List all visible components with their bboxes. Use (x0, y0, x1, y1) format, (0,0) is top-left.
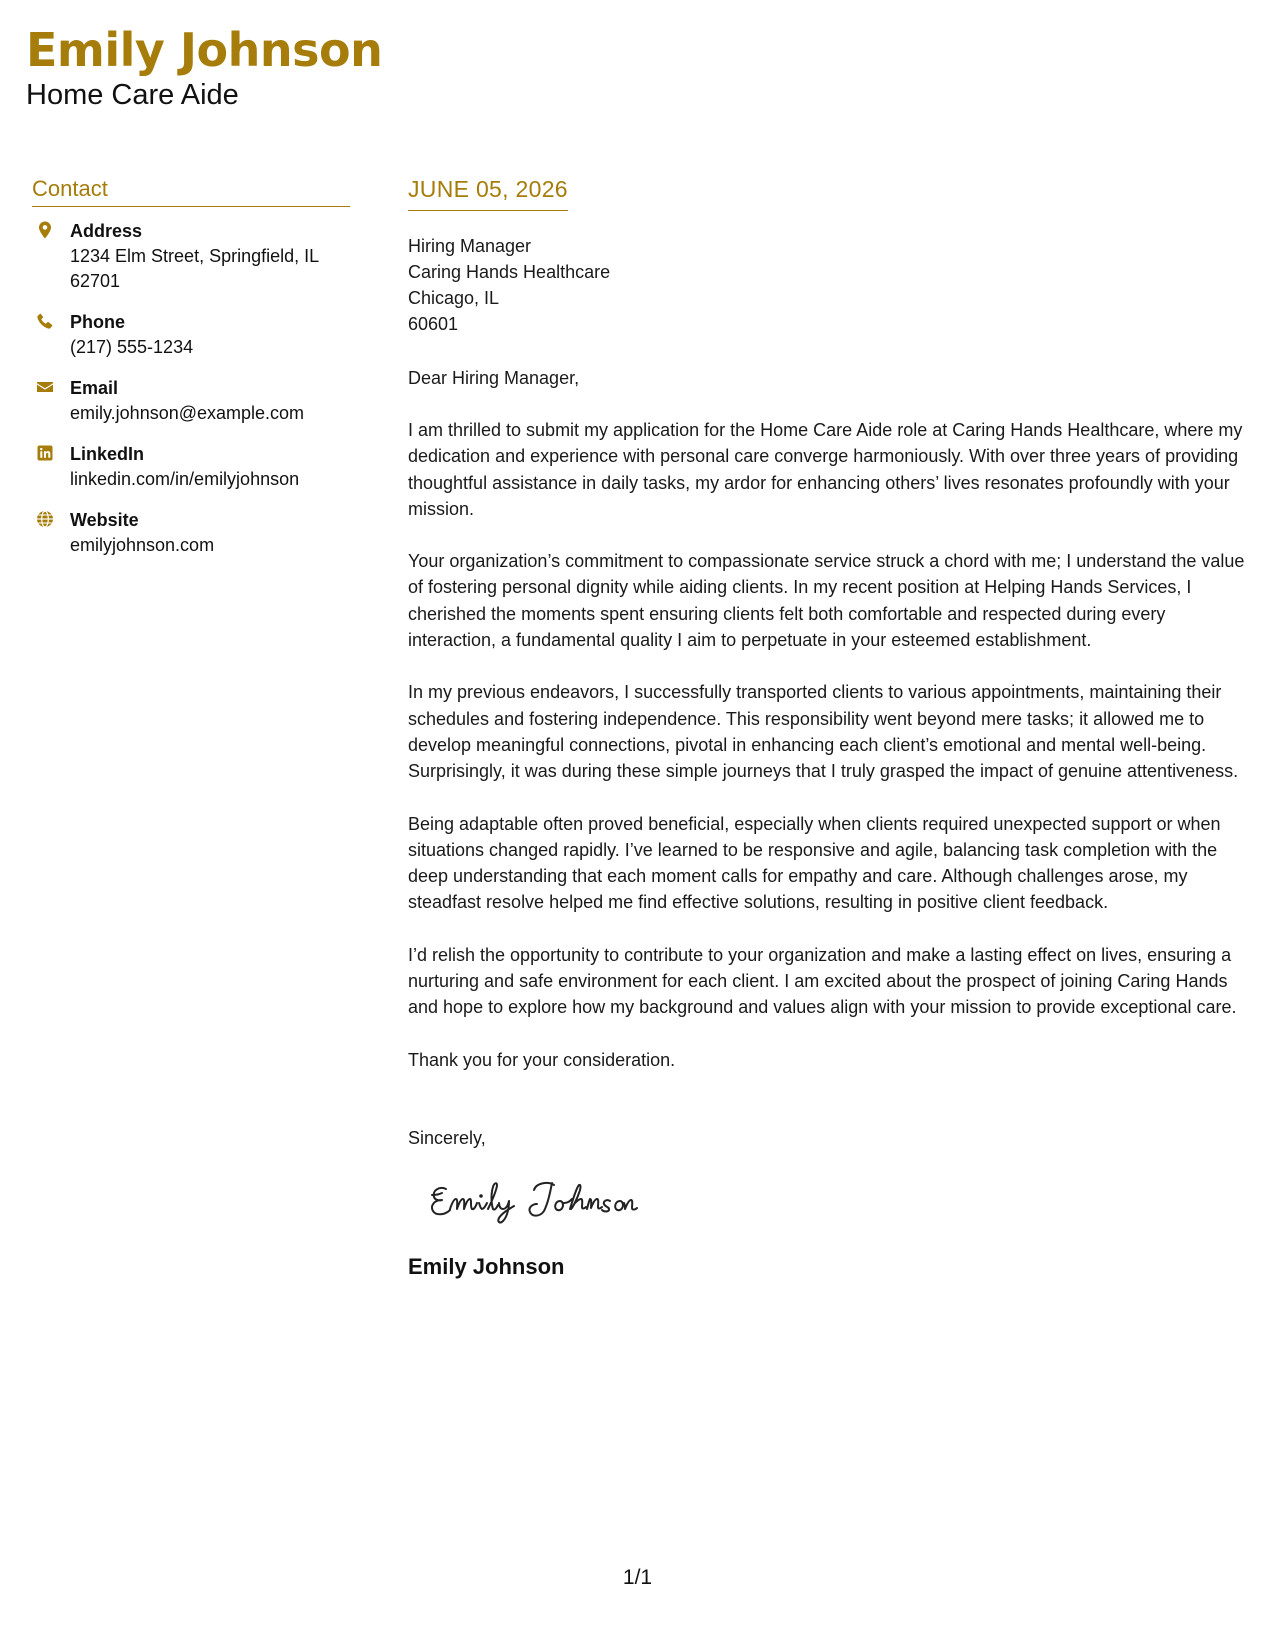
handwritten-signature (424, 1171, 664, 1231)
contact-label: Phone (70, 312, 126, 332)
contact-label: Email (70, 378, 119, 398)
paragraph: In my previous endeavors, I successfully transported clients to various appointments, maintaining their schedules and fostering independence. This responsibility went beyond mere tasks; it allowed me to develop meaningful connections, pivotal in enhancing each client’s emotional and mental well-being. Surprisingly, it was during these simple journeys that I truly grasped the impact of genuine attentiveness. (408, 682, 1239, 782)
paragraph: Your organization’s commitment to compassionate service struck a chord with me; I understand the value of fostering personal dignity while aiding clients. In my recent position at Helping Hands Services, I cherished the moments spent ensuring clients felt both comfortable and respected during every interaction, a fundamental quality I aim to perpetuate in your esteemed establishment. (408, 551, 1245, 651)
contact-heading: Contact (32, 176, 350, 207)
map-pin-icon (35, 220, 57, 242)
contact-label: Website (70, 510, 139, 530)
letter-date: JUNE 05, 2026 (408, 176, 568, 211)
recipient-block (408, 233, 1248, 337)
email-value[interactable]: emily.johnson@example.com (70, 403, 305, 423)
closing: Sincerely, (408, 1127, 486, 1148)
applicant-name: Emily Johnson (26, 23, 383, 77)
paragraph: I’d relish the opportunity to contribute to your organization and make a lasting effect on lives, ensuring a nurturing and safe environment for each client. I am excited about the prospect of joining Caring Hands and hope to explore how my background and values align with your mission to provide exceptional care. (408, 944, 1237, 1018)
phone-icon (35, 311, 57, 333)
letter-header (26, 22, 382, 112)
contact-label: Address (70, 221, 143, 241)
recipient-line: Caring Hands Healthcare (408, 262, 611, 282)
contact-website (32, 508, 350, 558)
letter-body (408, 176, 1248, 1281)
globe-icon (35, 509, 57, 531)
signer-name: Emily Johnson (408, 1253, 565, 1279)
applicant-title: Home Care Aide (26, 79, 239, 111)
recipient-line: Chicago, IL (408, 288, 500, 308)
paragraph: I am thrilled to submit my application for the Home Care Aide role at Caring Hands Healthcare, where my dedication and experience with personal care converge harmoniously. With over three years of providing thoughtful assistance in daily tasks, my ardor for enhancing others’ lives resonates profoundly with your mission. (408, 420, 1243, 519)
paragraph: Being adaptable often proved beneficial, especially when clients required unexpected support or when situations changed rapidly. I’ve learned to be responsive and agile, balancing task completion with the deep understanding that each moment calls for empathy and care. Although challenges arose, my steadfast resolve helped me find effective solutions, resulting in positive client feedback. (408, 813, 1221, 913)
website-value[interactable]: emilyjohnson.com (70, 535, 215, 555)
contact-linkedin (32, 442, 350, 492)
phone-value: (217) 555-1234 (70, 337, 194, 357)
contact-email (32, 376, 350, 426)
linkedin-value[interactable]: linkedin.com/in/emilyjohnson (70, 469, 300, 489)
linkedin-icon (35, 443, 57, 465)
envelope-icon (35, 377, 57, 399)
contact-phone (32, 310, 350, 360)
contact-label: LinkedIn (70, 444, 145, 464)
page-number: 1/1 (622, 1566, 653, 1589)
salutation: Dear Hiring Manager, (408, 368, 580, 388)
recipient-line: Hiring Manager (408, 236, 532, 256)
contact-sidebar (32, 176, 350, 574)
address-value: 1234 Elm Street, Springfield, IL 62701 (70, 246, 319, 291)
paragraph: Thank you for your consideration. (408, 1049, 676, 1070)
contact-address (32, 219, 350, 294)
recipient-line: 60601 (408, 314, 459, 334)
